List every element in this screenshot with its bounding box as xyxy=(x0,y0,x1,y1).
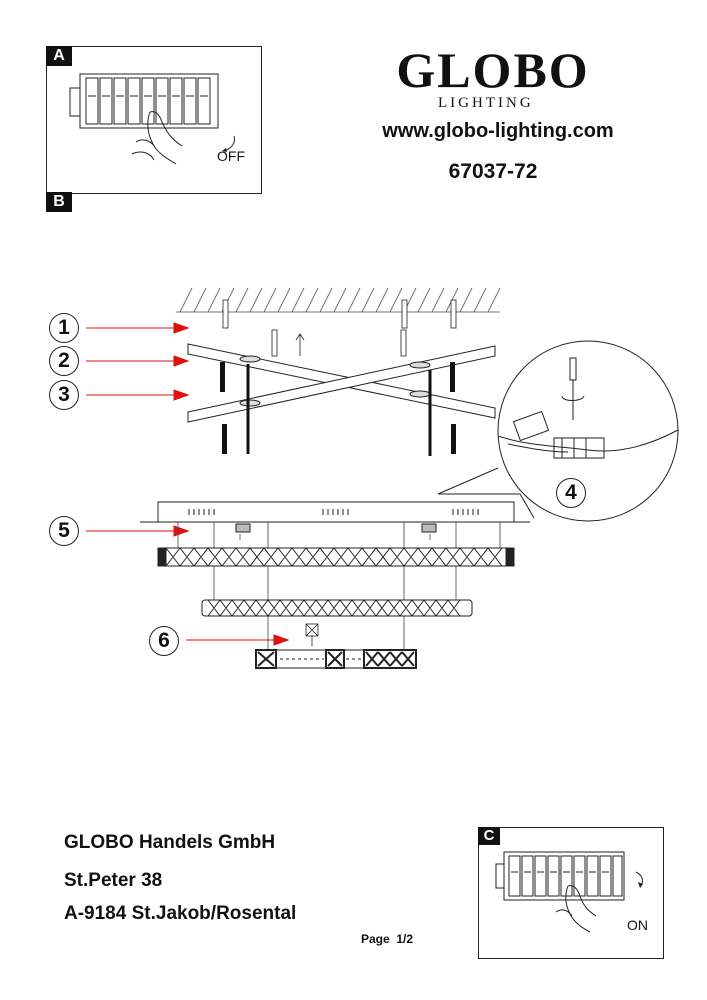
hand-icon xyxy=(556,886,596,932)
rotate-arrow-icon xyxy=(636,872,643,884)
wall-plugs xyxy=(223,300,456,356)
crystal-ring-large xyxy=(158,548,514,566)
panel-a-tag: A xyxy=(46,46,72,66)
step-3-badge: 3 xyxy=(49,380,79,410)
step-1-badge: 1 xyxy=(49,313,79,343)
company-city: A-9184 St.Jakob/Rosental xyxy=(64,903,297,924)
off-label: OFF xyxy=(217,148,245,164)
panel-c-tag: C xyxy=(478,827,500,845)
website-url[interactable]: www.globo-lighting.com xyxy=(382,120,614,142)
step-4-badge: 4 xyxy=(556,478,586,508)
canopy xyxy=(140,502,530,532)
company-name: GLOBO Handels GmbH xyxy=(64,832,276,853)
cross-bracket xyxy=(188,344,495,422)
led-driver-box xyxy=(306,624,318,646)
logo-subtitle: LIGHTING xyxy=(438,95,534,111)
crystal-ring-medium xyxy=(202,600,472,616)
product-code: 67037-72 xyxy=(448,160,538,183)
logo-wordmark: GLOBO xyxy=(396,42,590,98)
page-number: Page 1/2 xyxy=(361,932,414,946)
step-6-badge: 6 xyxy=(149,626,179,656)
step-2-badge: 2 xyxy=(49,346,79,376)
step-5-badge: 5 xyxy=(49,516,79,546)
crystal-ring-small xyxy=(256,650,416,668)
panel-b-tag: B xyxy=(46,192,72,212)
fuse-box-on-illustration xyxy=(494,846,654,956)
on-label: ON xyxy=(627,917,648,933)
company-street: St.Peter 38 xyxy=(64,870,163,891)
